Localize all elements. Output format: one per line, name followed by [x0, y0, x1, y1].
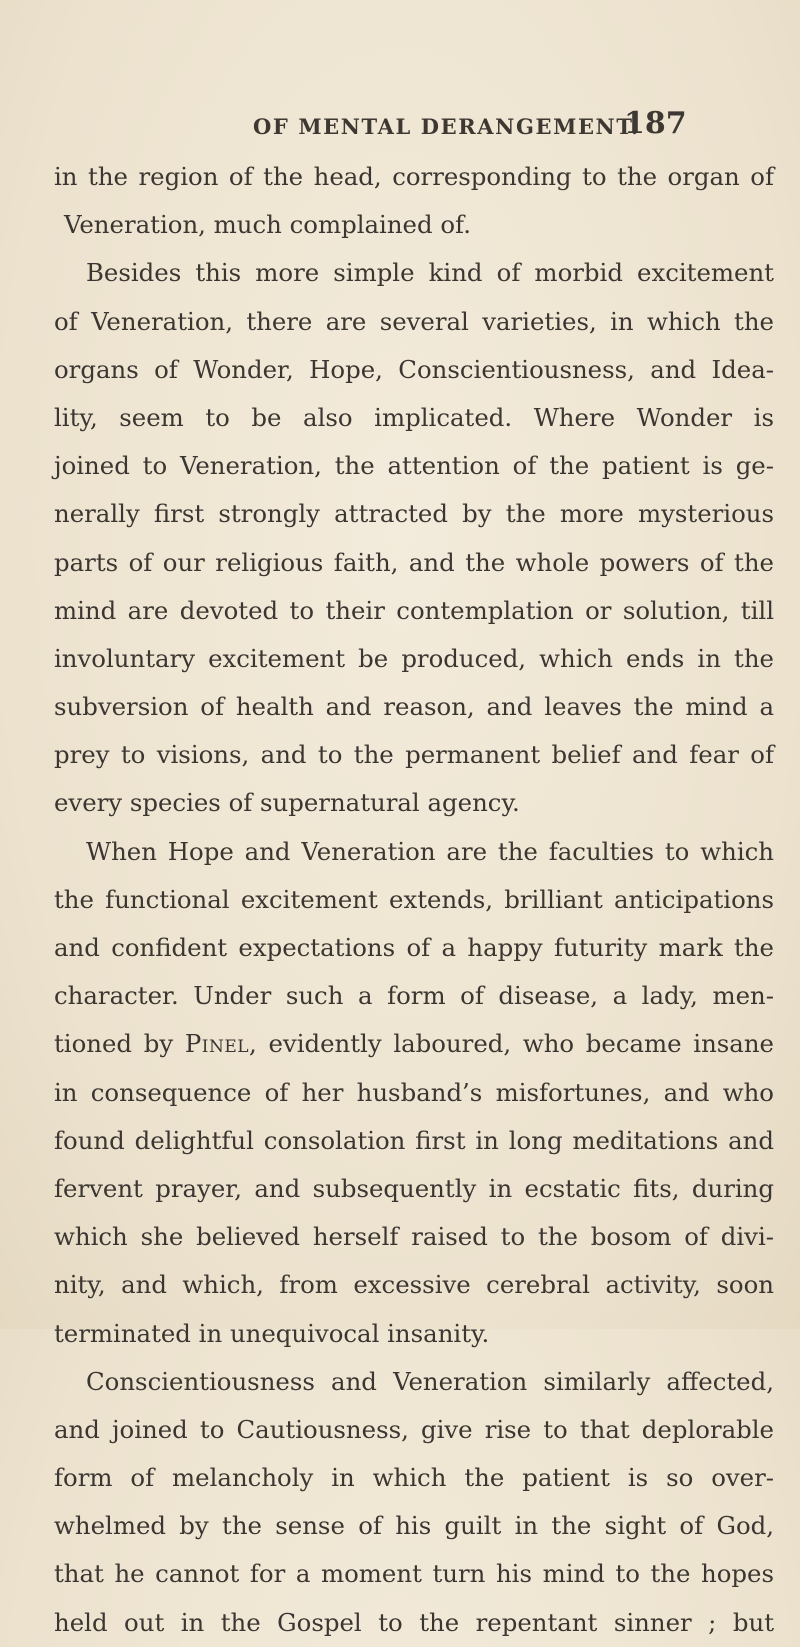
text-line: the functional excitement extends, brilliant anticipations	[54, 884, 774, 914]
text-line: found delightful consolation first in long meditations and	[54, 1125, 774, 1155]
text-line: which she believed herself raised to the bosom of divi-	[54, 1222, 774, 1252]
text-line: joined to Veneration, the attention of the patient is ge-	[54, 451, 774, 481]
text-line: involuntary excitement be produced, which ends in the	[54, 643, 774, 673]
text-line: that he cannot for a moment turn his mind to the hopes	[54, 1559, 774, 1589]
paragraph-start-line: Conscientiousness and Veneration similarly affected,	[86, 1366, 774, 1396]
text-line: form of melancholy in which the patient is so over-	[54, 1463, 774, 1493]
paragraph-start-line: When Hope and Veneration are the faculties to which	[86, 836, 774, 866]
text-line: prey to visions, and to the permanent belief and fear of	[54, 740, 774, 770]
text-line: in the region of the head, corresponding to the organ of	[54, 162, 774, 191]
running-head-title: OF MENTAL DERANGEMENT.	[253, 114, 640, 139]
text-line: in consequence of her husband’s misfortunes, and who	[54, 1077, 774, 1107]
text-line: whelmed by the sense of his guilt in the sight of God,	[54, 1511, 774, 1541]
text-line: organs of Wonder, Hope, Conscientiousness, and Idea-	[54, 354, 774, 384]
text-line: nity, and which, from excessive cerebral activity, soon	[54, 1270, 774, 1300]
text-line: parts of our religious faith, and the whole powers of the	[54, 547, 774, 577]
text-line: of Veneration, there are several varieties, in which the	[54, 306, 774, 336]
text-fragment: , evidently laboured, who became insane	[249, 1029, 774, 1059]
text-line: character. Under such a form of disease, a lady, men-	[54, 981, 774, 1011]
text-line: mind are devoted to their contemplation or solution, till	[54, 595, 774, 625]
text-line: every species of supernatural agency.	[54, 788, 520, 818]
text-line: subversion of health and reason, and leaves the mind a	[54, 692, 774, 722]
text-line-with-author	[54, 1020, 774, 1068]
text-fragment: tioned by	[54, 1029, 185, 1059]
text-line: nerally first strongly attracted by the more mysterious	[54, 499, 774, 529]
paragraph-start-line: Besides this more simple kind of morbid excitement	[86, 258, 774, 288]
running-head	[0, 108, 800, 144]
text-line: and confident expectations of a happy futurity mark the	[54, 933, 774, 962]
author-name: Pinel	[184, 1029, 250, 1059]
page-number: 187	[624, 106, 687, 141]
text-line: and joined to Cautiousness, give rise to that deplorable	[54, 1414, 774, 1444]
text-line: fervent prayer, and subsequently in ecstatic fits, during	[54, 1173, 774, 1203]
text-line: Veneration, much complained of.	[64, 210, 471, 240]
text-line: terminated in unequivocal insanity.	[54, 1318, 490, 1348]
text-line: lity, seem to be also implicated. Where Wonder is	[54, 402, 774, 432]
body-text	[54, 153, 774, 1647]
text-line: held out in the Gospel to the repentant sinner ; but	[54, 1607, 774, 1637]
